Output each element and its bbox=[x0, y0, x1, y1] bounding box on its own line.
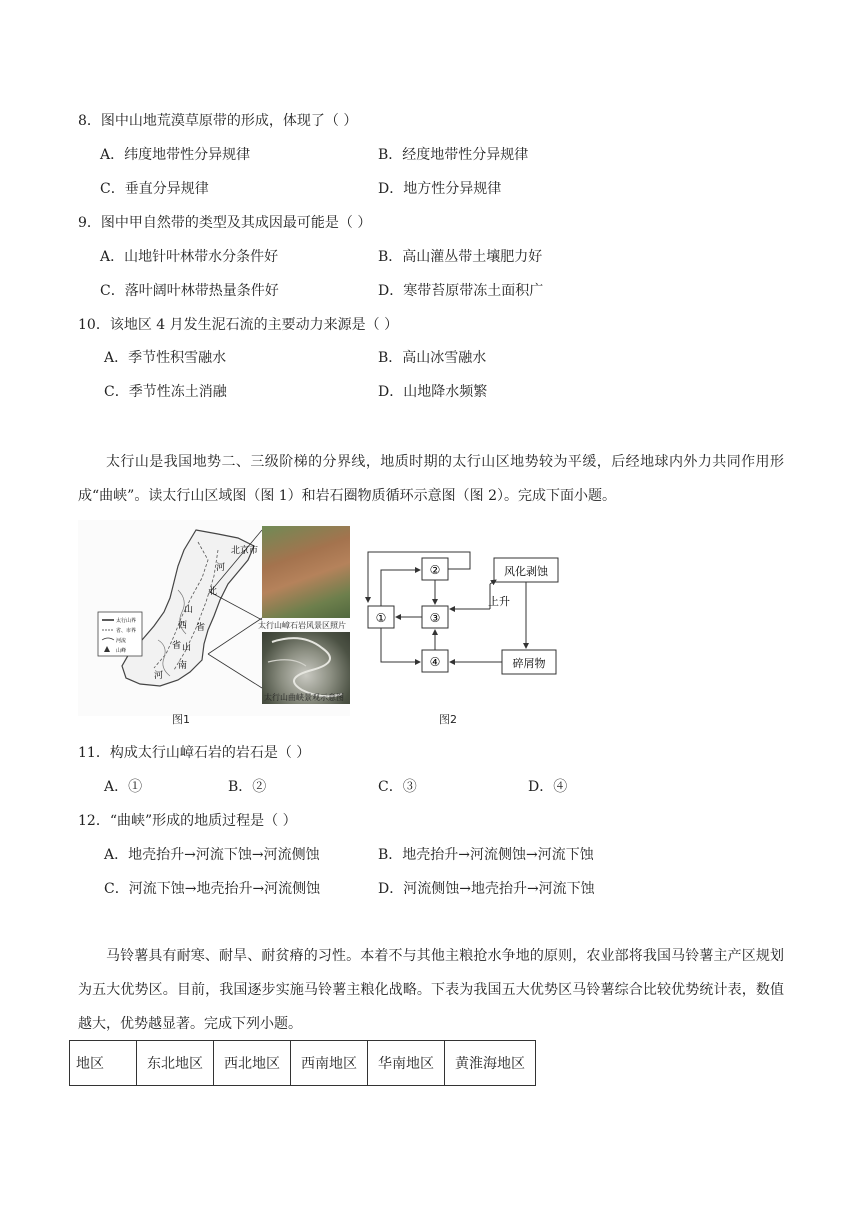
legend-item-peak: 山峰 bbox=[116, 648, 127, 654]
q9-option-b: B．高山灌丛带土壤肥力好 bbox=[378, 249, 543, 265]
table-header-cell: 地区 bbox=[70, 1041, 137, 1086]
table-header-cell: 华南地区 bbox=[368, 1041, 445, 1086]
q8-option-d: D．地方性分异规律 bbox=[378, 181, 502, 197]
weathering-label: 风化剥蚀 bbox=[504, 565, 548, 578]
box-3-label: ③ bbox=[429, 611, 441, 625]
q12-option-a: A．地壳抬升→河流下蚀→河流侧蚀 bbox=[104, 847, 320, 863]
table-header-cell: 西南地区 bbox=[291, 1041, 368, 1086]
box-4-label: ④ bbox=[429, 655, 441, 669]
legend-item-province: 省、市界 bbox=[116, 628, 137, 634]
q9-option-a: A．山地针叶林带水分条件好 bbox=[100, 249, 279, 265]
q11-option-b: B．② bbox=[228, 779, 267, 795]
photo-quxia-caption: 太行山曲峡景观示意图 bbox=[264, 693, 344, 702]
map-label-nan: 南 bbox=[178, 661, 188, 671]
q9-option-c: C．落叶阔叶林带热量条件好 bbox=[100, 283, 279, 299]
question-8-stem: 8．图中山地荒漠草原带的形成，体现了（ ） bbox=[78, 113, 358, 129]
map-label-shan: 山 bbox=[184, 605, 194, 615]
q12-option-b: B．地壳抬升→河流侧蚀→河流下蚀 bbox=[378, 847, 594, 863]
q12-option-c: C．河流下蚀→地壳抬升→河流侧蚀 bbox=[104, 881, 321, 897]
map-label-sheng: 省 bbox=[196, 623, 206, 633]
question-10-stem: 10．该地区 4 月发生泥石流的主要动力来源是（ ） bbox=[78, 317, 399, 333]
debris-label: 碎屑物 bbox=[512, 657, 546, 670]
q11-option-c: C．③ bbox=[378, 779, 417, 795]
map-label-he: 河 bbox=[216, 563, 226, 573]
question-12-stem: 12．“曲峡”形成的地质过程是（ ） bbox=[78, 813, 297, 829]
table-header-cell: 黄淮海地区 bbox=[445, 1041, 536, 1086]
photo-zhangshiyan bbox=[262, 526, 350, 618]
rock-cycle-diagram bbox=[360, 548, 570, 686]
q10-option-b: B．高山冰雪融水 bbox=[378, 350, 487, 366]
q8-option-b: B．经度地带性分异规律 bbox=[378, 147, 529, 163]
question-11-stem: 11．构成太行山嶂石岩的岩石是（ ） bbox=[78, 745, 311, 761]
q10-option-c: C．季节性冻土消融 bbox=[104, 384, 227, 400]
map-label-bei: 北 bbox=[208, 587, 218, 597]
potato-advantage-table bbox=[69, 1040, 536, 1086]
q9-option-d: D．寒带苔原带冻土面积广 bbox=[378, 283, 544, 299]
legend-item-river: 河流 bbox=[116, 638, 127, 644]
q10-option-d: D．山地降水频繁 bbox=[378, 384, 488, 400]
box-1-label: ① bbox=[375, 611, 387, 625]
table-header-cell: 西北地区 bbox=[214, 1041, 291, 1086]
passage-potato: 马铃薯具有耐寒、耐旱、耐贫瘠的习性。本着不与其他主粮抢水争地的原则，农业部将我国马铃薯主产区规划为五大优势区。目前，我国逐步实施马铃薯主粮化战略。下表为我国五大优势区马铃薯综合比较优势统计表，数值越大，优势越显著。完成下列小题。 bbox=[78, 948, 784, 1032]
table-header-row bbox=[70, 1041, 536, 1086]
figure-2 bbox=[360, 548, 570, 686]
table-header-cell: 东北地区 bbox=[137, 1041, 214, 1086]
q8-option-a: A．纬度地带性分异规律 bbox=[100, 147, 251, 163]
q12-option-d: D．河流侧蚀→地壳抬升→河流下蚀 bbox=[378, 881, 595, 897]
q10-option-a: A．季节性积雪融水 bbox=[104, 350, 227, 366]
q8-option-c: C．垂直分异规律 bbox=[100, 181, 209, 197]
map-label-beijing: 北京市 bbox=[231, 546, 259, 556]
map-label-xi: 西 bbox=[178, 621, 188, 631]
map-label-shan2: 山 bbox=[182, 643, 192, 653]
photo-zhangshiyan-caption: 太行山嶂石岩风景区照片 bbox=[258, 621, 346, 630]
figure-1 bbox=[78, 520, 350, 716]
question-9-stem: 9．图中甲自然带的类型及其成因最可能是（ ） bbox=[78, 215, 372, 231]
figure-1-caption: 图1 bbox=[172, 713, 190, 726]
q11-option-d: D．④ bbox=[528, 779, 568, 795]
map-label-sheng2: 省 bbox=[172, 641, 182, 651]
box-2-label: ② bbox=[429, 563, 441, 577]
passage-taihang: 太行山是我国地势二、三级阶梯的分界线，地质时期的太行山区地势较为平缓，后经地球内外力共同作用形成“曲峡”。读太行山区域图（图 1）和岩石圈物质循环示意图（图 2）。完成下面小题。 bbox=[78, 454, 784, 504]
legend-item-boundary: 太行山界 bbox=[116, 618, 137, 624]
uplift-label: 上升 bbox=[488, 595, 510, 608]
figure-2-caption: 图2 bbox=[439, 713, 457, 726]
map-legend bbox=[98, 612, 142, 656]
q11-option-a: A．① bbox=[104, 779, 143, 795]
map-label-he2: 河 bbox=[154, 671, 164, 681]
